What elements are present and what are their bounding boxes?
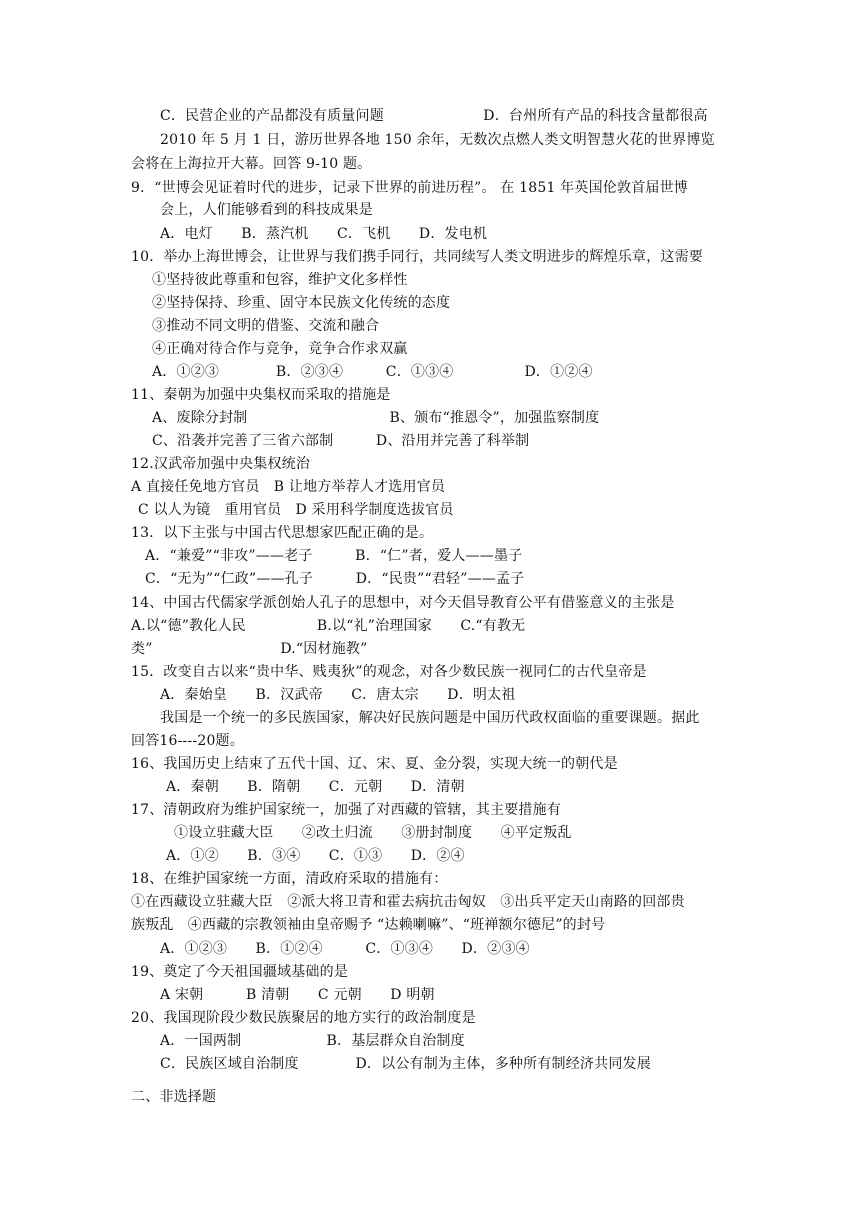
question-18-items-line2: 族叛乱 ④西藏的宗教领袖由皇帝赐予 “达赖喇嘛”、“班禅额尔德尼”的封号 bbox=[131, 917, 606, 933]
question-17-items: ①设立驻藏大臣 ②改土归流 ③册封制度 ④平定叛乱 bbox=[174, 825, 572, 841]
question-16-stem: 16、我国历史上结束了五代十国、辽、宋、夏、金分裂，实现大统一的朝代是 bbox=[131, 756, 618, 772]
question-19-stem: 19、奠定了今天祖国疆域基础的是 bbox=[131, 964, 349, 980]
section-heading-non-choice: 二、非选择题 bbox=[131, 1089, 217, 1105]
intro-passage-line2: 会将在上海拉开大幕。回答 9-10 题。 bbox=[131, 156, 372, 172]
question-10-item-1: ①坚持彼此尊重和包容，维护文化多样性 bbox=[152, 272, 408, 288]
passage-16-20-line1: 我国是一个统一的多民族国家，解决好民族问题是中国历代政权面临的重要课题。据此 bbox=[160, 710, 700, 726]
question-13-options-ab: A．“兼爱”“非攻”——老子 B．“仁”者，爱人——墨子 bbox=[145, 548, 523, 564]
question-13-stem: 13．以下主张与中国古代思想家匹配正确的是。 bbox=[131, 525, 434, 541]
question-18-items-line1: ①在西藏设立驻藏大臣 ②派大将卫青和霍去病抗击匈奴 ③出兵平定天山南路的回部贵 bbox=[131, 894, 685, 910]
question-19-options: A 宋朝 B 清朝 C 元朝 D 明朝 bbox=[160, 987, 435, 1003]
question-20-stem: 20、我国现阶段少数民族聚居的地方实行的政治制度是 bbox=[131, 1010, 476, 1026]
question-9-stem: 9．“世博会见证着时代的进步，记录下世界的前进历程”。 在 1851 年英国伦敦首届世博 bbox=[131, 180, 688, 196]
question-10-stem: 10．举办上海世博会，让世界与我们携手同行，共同续写人类文明进步的辉煌乐章，这需要 bbox=[131, 249, 704, 265]
question-20-options-ab: A．一国两制 B．基层群众自治制度 bbox=[160, 1033, 465, 1049]
question-12-options-ab: A 直接任免地方官员 B 让地方举荐人才选用官员 bbox=[131, 479, 446, 495]
question-20-options-cd: C．民族区域自治制度 D．以公有制为主体，多种所有制经济共同发展 bbox=[160, 1056, 651, 1072]
question-11-options-cd: C、沿袭并完善了三省六部制 D、沿用并完善了科举制 bbox=[152, 433, 530, 449]
question-12-options-cd: C 以人为镜 重用官员 D 采用科学制度选拔官员 bbox=[138, 502, 454, 518]
question-9-stem-cont: 会上，人们能够看到的科技成果是 bbox=[160, 202, 373, 218]
question-16-options: A．秦朝 B．隋朝 C．元朝 D．清朝 bbox=[166, 779, 465, 795]
question-14-stem: 14、中国古代儒家学派创始人孔子的思想中，对今天倡导教育公平有借鉴意义的主张是 bbox=[131, 595, 675, 611]
question-11-options-ab: A、废除分封制 B、颁布“推恩令”，加强监察制度 bbox=[152, 410, 600, 426]
question-10-item-3: ③推动不同文明的借鉴、交流和融合 bbox=[152, 318, 380, 334]
question-11-stem: 11、秦朝为加强中央集权而采取的措施是 bbox=[131, 387, 391, 403]
question-9-options: A．电灯 B．蒸汽机 C．飞机 D．发电机 bbox=[160, 226, 488, 242]
question-13-options-cd: C．“无为”“仁政”——孔子 D．“民贵”“君轻”——孟子 bbox=[145, 571, 525, 587]
intro-passage-line1: 2010 年 5 月 1 日，游历世界各地 150 余年，无数次点燃人类文明智慧火花的世界博览 bbox=[160, 132, 715, 148]
question-10-item-4: ④正确对待合作与竞争，竞争合作求双赢 bbox=[152, 341, 408, 357]
question-10-options: A．①②③ B．②③④ C．①③④ D．①②④ bbox=[152, 364, 593, 380]
question-15-options: A．秦始皇 B．汉武帝 C．唐太宗 D．明太祖 bbox=[160, 687, 516, 703]
question-14-options-line1: A.以“德”教化人民 B.以“礼”治理国家 C.“有教无 bbox=[131, 618, 526, 634]
question-14-options-line2: 类” D.“因材施教” bbox=[131, 641, 368, 657]
question-17-options: A．①② B．③④ C．①③ D．②④ bbox=[166, 848, 465, 864]
question-18-options: A．①②③ B．①②④ C．①③④ D．②③④ bbox=[160, 941, 530, 957]
question-18-stem: 18、在维护国家统一方面，清政府采取的措施有： bbox=[131, 871, 448, 887]
question-12-stem: 12.汉武帝加强中央集权统治 bbox=[131, 456, 311, 472]
question-10-item-2: ②坚持保持、珍重、固守本民族文化传统的态度 bbox=[152, 295, 451, 311]
question-15-stem: 15．改变自古以来“贵中华、贱夷狄”的观念，对各少数民族一视同仁的古代皇帝是 bbox=[131, 664, 647, 680]
q8-options-cd: C．民营企业的产品都没有质量问题 D．台州所有产品的科技含量都很高 bbox=[160, 108, 708, 124]
passage-16-20-line2: 回答16----20题。 bbox=[131, 733, 244, 749]
question-17-stem: 17、清朝政府为维护国家统一，加强了对西藏的管辖，其主要措施有 bbox=[131, 802, 562, 818]
